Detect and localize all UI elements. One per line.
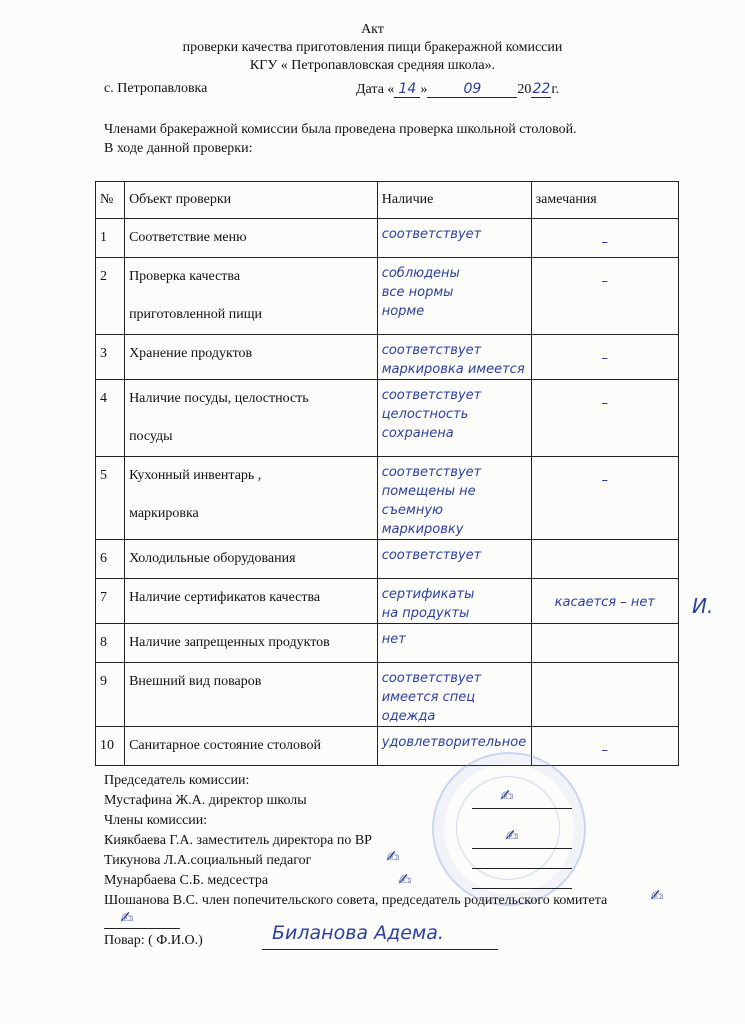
header-remarks: замечания: [531, 182, 678, 219]
doc-title: Акт: [361, 22, 384, 37]
row-remark-text: –: [601, 396, 609, 411]
row-number: 2: [96, 258, 125, 335]
member-1-signature: ✍: [505, 826, 519, 845]
row-number: 10: [96, 727, 125, 766]
row-object-line: Хранение продуктов: [129, 346, 253, 361]
row-presence: [377, 335, 531, 380]
row-remark: [531, 219, 678, 258]
table-row: [96, 727, 679, 766]
table-row: [96, 540, 679, 579]
inspection-table: [95, 181, 679, 766]
row-object-line: Проверка качества: [129, 269, 241, 284]
row-object-line: Наличие посуды, целостность: [129, 391, 309, 406]
row-number: 3: [96, 335, 125, 380]
row-remark: [531, 579, 678, 624]
margin-mark: И.: [692, 594, 714, 618]
row-remark: [531, 335, 678, 380]
member-3-signature: ✍: [398, 870, 412, 889]
row-remark: [531, 380, 678, 457]
table-row: [96, 624, 679, 663]
cook-signature-line: [262, 949, 498, 950]
row-presence-line: имеется спец одежда: [381, 690, 476, 724]
date-day: 14: [394, 81, 420, 98]
row-object-line: маркировка: [129, 506, 199, 521]
row-object-line: Кухонный инвентарь ,: [129, 468, 262, 483]
doc-organization: КГУ « Петропавловская средняя школа».: [249, 58, 496, 73]
table-row: [96, 663, 679, 727]
row-object: [125, 663, 378, 727]
row-presence-line: нет: [381, 632, 406, 647]
row-remark-text: –: [601, 351, 609, 366]
member-2: Тикунова Л.А.социальный педагог: [104, 853, 312, 868]
row-presence-line: маркировка имеется: [381, 362, 525, 377]
row-presence-line: маркировку: [381, 522, 464, 537]
row-object-line: Наличие сертификатов качества: [129, 590, 321, 605]
row-remark: [531, 624, 678, 663]
header-object: Объект проверки: [125, 182, 378, 219]
row-object-line: Внешний вид поваров: [129, 674, 262, 689]
chair-name: Мустафина Ж.А. директор школы: [104, 793, 307, 808]
row-object-line: приготовленной пищи: [129, 307, 263, 322]
chair-label: Председатель комиссии:: [104, 773, 250, 788]
table-row: [96, 219, 679, 258]
table-header-row: [96, 182, 679, 219]
row-remark: [531, 540, 678, 579]
intro-line-1: Членами бракеражной комиссии была проведена проверка школьной столовой.: [104, 122, 577, 137]
row-object: [125, 335, 378, 380]
row-presence-line: целостность: [381, 407, 469, 422]
date-prefix: Дата «: [356, 82, 395, 97]
row-remark-text: касается – нет: [554, 595, 655, 610]
row-number: 8: [96, 624, 125, 663]
row-remark-text: –: [601, 743, 609, 758]
row-object-line: посуды: [129, 429, 173, 444]
row-presence-line: соответствует: [381, 548, 482, 563]
row-object: [125, 380, 378, 457]
doc-subtitle: проверки качества приготовления пищи бракеражной комиссии: [182, 40, 563, 55]
member-4-signature: ✍: [650, 886, 664, 905]
cook-name: Биланова Адема.: [272, 922, 444, 944]
table-row: [96, 457, 679, 540]
row-presence: [377, 219, 531, 258]
members-label: Члены комиссии:: [104, 813, 208, 828]
row-object: [125, 457, 378, 540]
place: с. Петропавловка: [104, 81, 208, 96]
row-presence-line: соответствует: [381, 388, 482, 403]
row-presence-line: все нормы: [381, 285, 454, 300]
row-presence: [377, 258, 531, 335]
row-number: 5: [96, 457, 125, 540]
intro-line-2: В ходе данной проверки:: [104, 141, 253, 156]
date-line: [356, 81, 559, 98]
date-year: 22: [532, 81, 551, 97]
date-year-prefix: 20: [517, 82, 532, 97]
row-presence-line: съемную: [381, 503, 443, 518]
chair-signature: ✍: [500, 786, 514, 805]
row-object-line: Соответствие меню: [129, 230, 247, 245]
row-remark-text: –: [601, 274, 609, 289]
member-1: Киякбаева Г.А. заместитель директора по ВР: [104, 833, 372, 848]
row-presence-line: норме: [381, 304, 425, 319]
cook-label: Повар: ( Ф.И.О.): [104, 933, 203, 948]
member-4-initials: ✍: [120, 908, 134, 927]
date-suffix: г.: [551, 82, 560, 97]
table-row: [96, 258, 679, 335]
member-1-signature-line: [472, 848, 572, 849]
table-row: [96, 380, 679, 457]
row-presence-line: соответствует: [381, 465, 482, 480]
row-remark: [531, 727, 678, 766]
row-presence: [377, 540, 531, 579]
row-number: 6: [96, 540, 125, 579]
row-presence: [377, 624, 531, 663]
header-number: №: [96, 182, 125, 219]
chair-signature-line: [472, 808, 572, 809]
row-object-line: Холодильные оборудования: [129, 551, 296, 566]
row-number: 4: [96, 380, 125, 457]
row-remark-text: –: [601, 473, 609, 488]
row-number: 9: [96, 663, 125, 727]
header-presence: Наличие: [377, 182, 531, 219]
row-object: [125, 258, 378, 335]
row-presence: [377, 663, 531, 727]
row-object-line: Санитарное состояние столовой: [129, 738, 322, 753]
row-presence-line: удовлетворительное: [381, 735, 527, 750]
row-object: [125, 579, 378, 624]
date-month: 09: [427, 81, 517, 98]
row-presence: [377, 579, 531, 624]
table-row: [96, 335, 679, 380]
row-presence-line: сохранена: [381, 426, 454, 441]
row-remark: [531, 457, 678, 540]
table-row: [96, 579, 679, 624]
row-presence-line: соответствует: [381, 671, 482, 686]
member-4: Шошанова В.С. член попечительского совета, председатель родительского комитета: [104, 893, 608, 908]
row-object: [125, 727, 378, 766]
member-4-signature-line: [104, 928, 180, 929]
row-object: [125, 219, 378, 258]
row-presence-line: соответствует: [381, 343, 482, 358]
row-object: [125, 624, 378, 663]
date-sep: »: [420, 82, 428, 97]
row-object-line: Наличие запрещенных продуктов: [129, 635, 330, 650]
row-number: 7: [96, 579, 125, 624]
member-2-signature-line: [472, 868, 572, 869]
row-object: [125, 540, 378, 579]
member-2-signature: ✍: [386, 847, 400, 866]
row-presence: [377, 457, 531, 540]
member-3-signature-line: [472, 888, 572, 889]
row-presence-line: соответствует: [381, 227, 482, 242]
row-presence-line: соблюдены: [381, 266, 460, 281]
member-3: Мунарбаева С.Б. медсестра: [104, 873, 269, 888]
row-remark-text: –: [601, 235, 609, 250]
row-remark: [531, 663, 678, 727]
row-presence-line: на продукты: [381, 606, 470, 621]
row-presence-line: сертификаты: [381, 587, 475, 602]
row-presence: [377, 380, 531, 457]
row-number: 1: [96, 219, 125, 258]
row-remark: [531, 258, 678, 335]
row-presence-line: помещены не: [381, 484, 476, 499]
